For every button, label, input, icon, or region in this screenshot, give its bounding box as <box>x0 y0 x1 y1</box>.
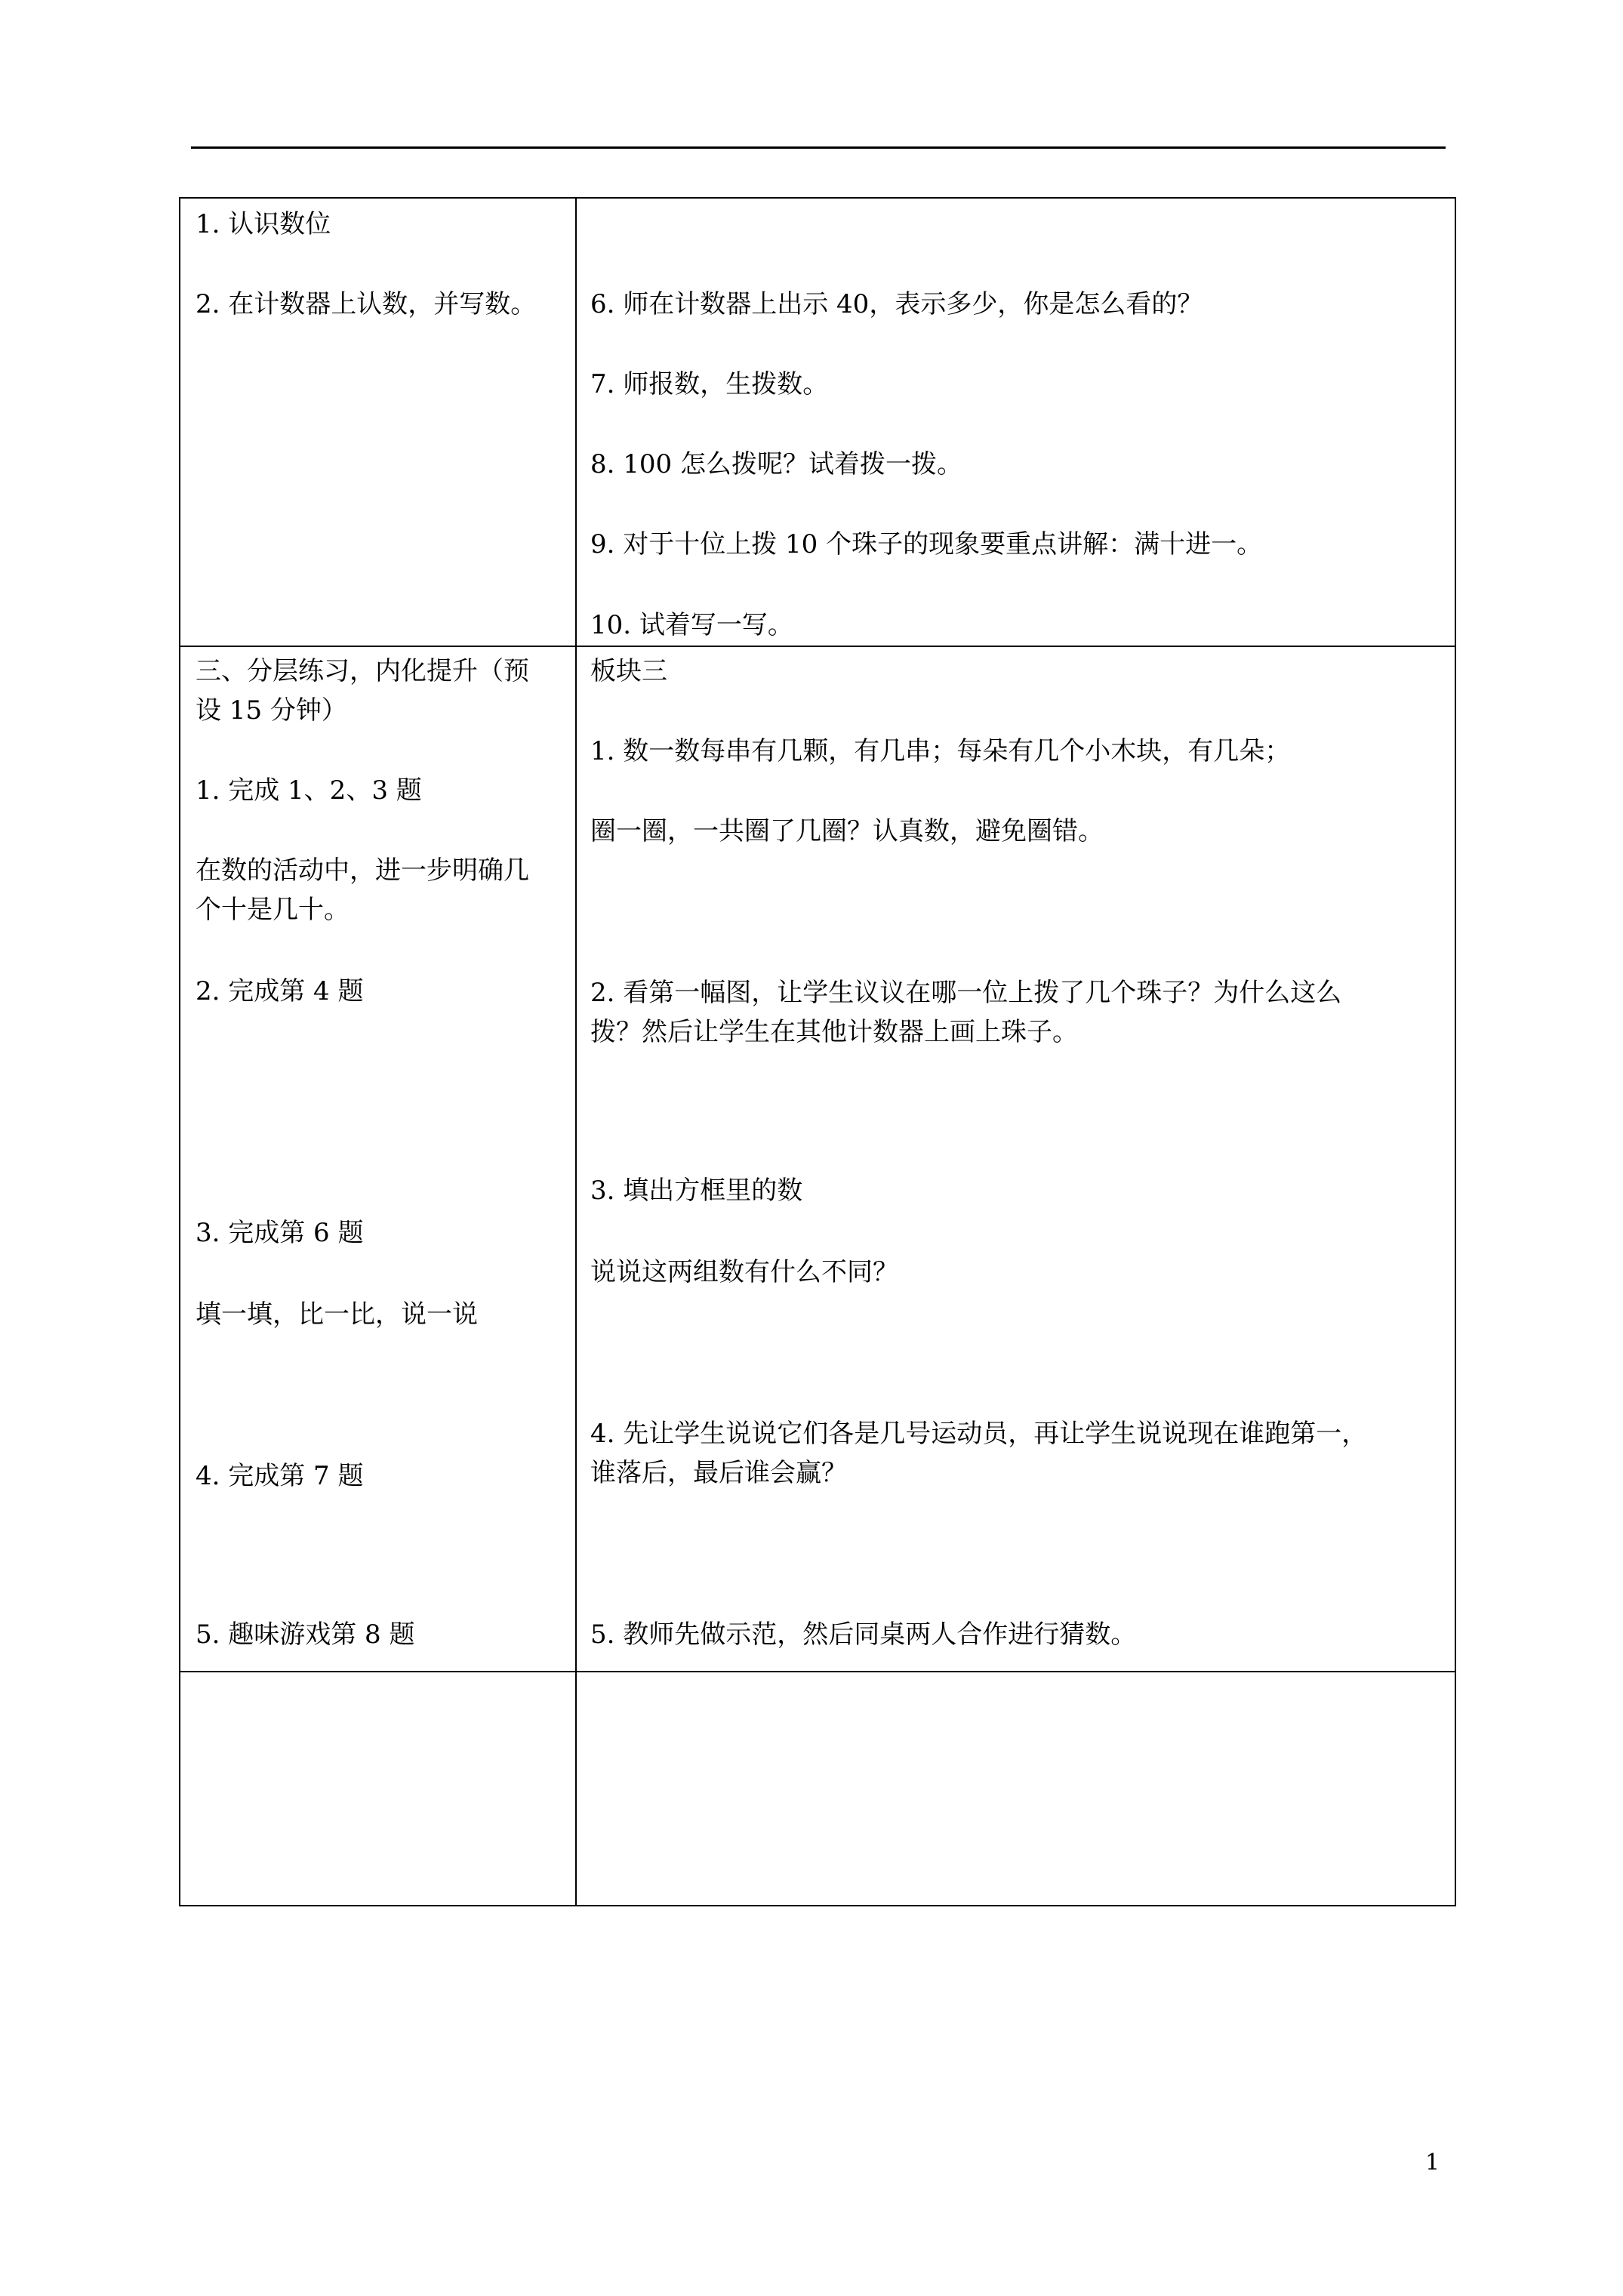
row2-right-line-5: 拨？然后让学生在其他计数器上画上珠子。 <box>590 1017 1078 1047</box>
row1-left-line-2: 2. 在计数器上认数，并写数。 <box>196 289 537 319</box>
row2-left-cell <box>179 646 577 1672</box>
row3-right-cell <box>575 1671 1456 1906</box>
row2-right-line-9: 谁落后，最后谁会赢？ <box>590 1458 847 1488</box>
row1-left-line-1: 1. 认识数位 <box>196 209 331 239</box>
row1-right-line-3: 8. 100 怎么拨呢？试着拨一拨。 <box>590 449 962 479</box>
row2-right-cell <box>575 646 1456 1672</box>
row2-left-line-2: 设 15 分钟） <box>196 695 347 726</box>
row1-right-line-1: 6. 师在计数器上出示 40，表示多少，你是怎么看的？ <box>590 289 1203 319</box>
row2-left-line-8: 填一填，比一比，说一说 <box>196 1299 478 1330</box>
row2-right-line-10: 5. 教师先做示范，然后同桌两人合作进行猜数。 <box>590 1620 1137 1650</box>
row1-right-line-5: 10. 试着写一写。 <box>590 610 793 640</box>
table-row-1 <box>179 197 1456 647</box>
row1-left-cell <box>179 197 577 647</box>
row3-left-cell <box>179 1671 577 1906</box>
row1-right-line-4: 9. 对于十位上拨 10 个珠子的现象要重点讲解：满十进一。 <box>590 529 1263 559</box>
row2-right-line-1: 板块三 <box>590 656 667 686</box>
row2-left-line-7: 3. 完成第 6 题 <box>196 1218 364 1248</box>
row2-right-line-8: 4. 先让学生说说它们各是几号运动员，再让学生说说现在谁跑第一， <box>590 1419 1368 1449</box>
header-rule <box>191 146 1446 149</box>
row2-left-line-10: 5. 趣味游戏第 8 题 <box>196 1620 415 1650</box>
row1-right-line-2: 7. 师报数，生拨数。 <box>590 369 829 399</box>
table-row-2 <box>179 646 1456 1672</box>
row2-right-line-6: 3. 填出方框里的数 <box>590 1176 803 1206</box>
table-row-3 <box>179 1671 1456 1906</box>
row2-right-line-3: 圈一圈，一共圈了几圈？认真数，避免圈错。 <box>590 816 1104 846</box>
row2-left-line-6: 2. 完成第 4 题 <box>196 976 364 1006</box>
page-number: 1 <box>1425 2150 1440 2176</box>
row2-right-line-4: 2. 看第一幅图，让学生议议在哪一位上拨了几个珠子？为什么这么 <box>590 978 1342 1008</box>
row2-right-line-2: 1. 数一数每串有几颗，有几串；每朵有几个小木块，有几朵； <box>590 736 1291 766</box>
row2-left-line-5: 个十是几十。 <box>196 895 350 925</box>
row2-left-line-1: 三、分层练习，内化提升（预 <box>196 656 529 686</box>
row2-left-line-4: 在数的活动中，进一步明确几 <box>196 855 529 886</box>
row2-right-line-7: 说说这两组数有什么不同？ <box>590 1257 898 1287</box>
row2-left-line-3: 1. 完成 1、2、3 题 <box>196 775 422 806</box>
row1-right-cell <box>575 197 1456 647</box>
row2-left-line-9: 4. 完成第 7 题 <box>196 1461 364 1491</box>
